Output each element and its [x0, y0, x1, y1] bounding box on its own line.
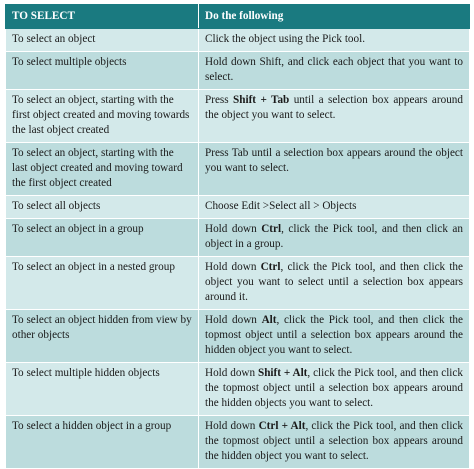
table-header-row: [6, 5, 470, 29]
action-text: Hold down: [205, 420, 259, 432]
do-the-following-cell: [199, 363, 470, 416]
table-row: [6, 416, 470, 469]
table-row: [6, 52, 470, 90]
to-select-cell: To select multiple hidden objects: [6, 363, 199, 416]
key-combination: Shift + Tab: [233, 94, 290, 106]
do-the-following-cell: [199, 257, 470, 310]
to-select-cell: To select an object, starting with the first object created and moving towards the last object created: [6, 90, 199, 143]
table-row: [6, 29, 470, 52]
action-text: , click the Pick tool, and then click the object you want to select until a selection box appears around it.: [205, 261, 463, 303]
key-combination: Shift + Alt: [257, 367, 308, 379]
table-row: [6, 90, 470, 143]
to-select-cell: To select all objects: [6, 196, 199, 219]
key-combination: Ctrl: [260, 261, 281, 273]
do-the-following-cell: [199, 52, 470, 90]
do-the-following-cell: [199, 310, 470, 363]
action-text: Hold down: [205, 314, 262, 326]
table-row: [6, 310, 470, 363]
table-row: [6, 143, 470, 196]
key-combination: Ctrl: [261, 223, 282, 235]
to-select-cell: To select an object: [6, 29, 199, 52]
action-text: , click the Pick tool, and then click an object in a group.: [205, 223, 463, 250]
action-text: until a selection box appears around the object you want to select.: [205, 94, 463, 121]
action-text: , click the Pick tool, and then click the topmost object until a selection box appears around the hidden objects you want to select.: [205, 367, 463, 409]
header-do-the-following: Do the following: [199, 5, 470, 29]
action-text: , click the Pick tool, and then click the topmost object until a selection box appears around the hidden object you want to select.: [205, 314, 463, 356]
table-row: [6, 257, 470, 310]
to-select-cell: To select an object hidden from view by other objects: [6, 310, 199, 363]
to-select-cell: To select an object, starting with the last object created and moving toward the first object created: [6, 143, 199, 196]
do-the-following-cell: [199, 143, 470, 196]
action-text: Hold down: [205, 261, 261, 273]
key-combination: Ctrl + Alt: [258, 420, 306, 432]
do-the-following-cell: [199, 416, 470, 469]
to-select-cell: To select a hidden object in a group: [6, 416, 199, 469]
do-the-following-cell: [199, 29, 470, 52]
to-select-cell: To select an object in a group: [6, 219, 199, 257]
header-to-select: TO SELECT: [6, 5, 199, 29]
to-select-cell: To select an object in a nested group: [6, 257, 199, 310]
action-text: Choose Edit >Select all > Objects: [205, 200, 357, 212]
action-text: Click the object using the Pick tool.: [205, 33, 366, 45]
action-text: Hold down: [205, 367, 258, 379]
action-text: Press: [205, 94, 234, 106]
table-row: [6, 219, 470, 257]
action-text: Press Tab until a selection box appears around the object you want to select.: [205, 147, 463, 174]
action-text: , click the Pick tool, and then click the topmost object until a selection box appears around the hidden object you want to select.: [205, 420, 463, 462]
action-text: Hold down: [205, 223, 262, 235]
do-the-following-cell: [199, 196, 470, 219]
to-select-cell: To select multiple objects: [6, 52, 199, 90]
do-the-following-cell: [199, 90, 470, 143]
do-the-following-cell: [199, 219, 470, 257]
action-text: Hold down Shift, and click each object that you want to select.: [205, 56, 463, 83]
table-row: [6, 196, 470, 219]
selection-table: [5, 4, 470, 469]
key-combination: Alt: [261, 314, 277, 326]
table-row: [6, 363, 470, 416]
